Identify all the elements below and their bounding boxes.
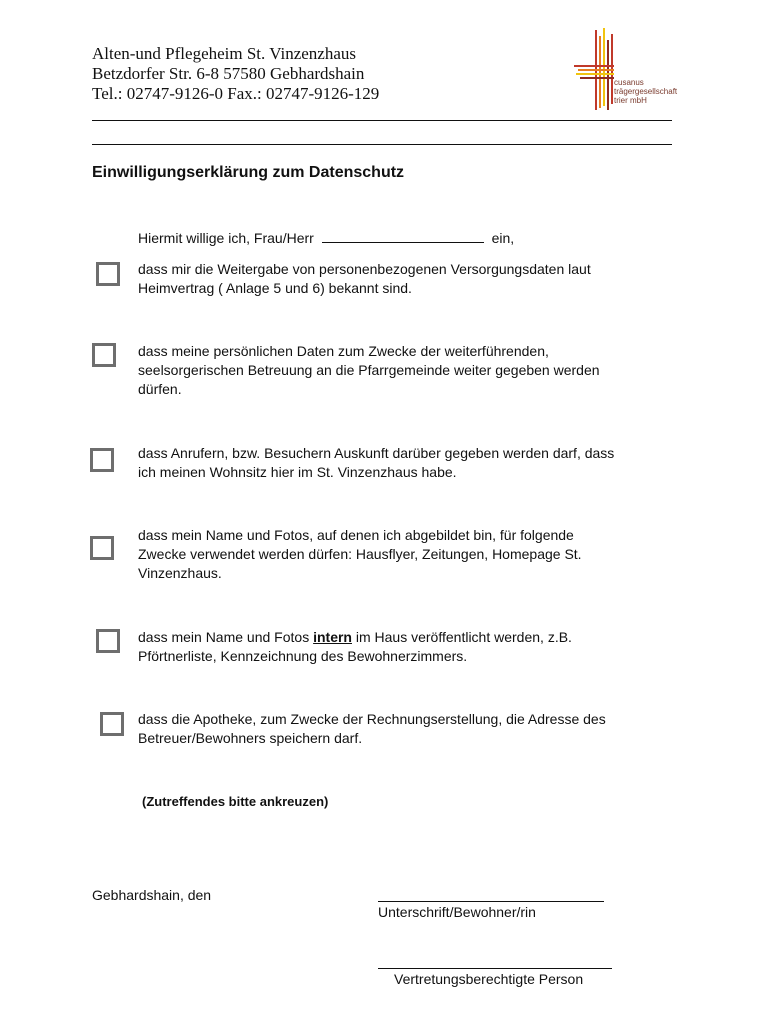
consent-item-5-line-1 [138, 628, 678, 647]
logo-text-3: trier mbH [614, 96, 647, 105]
consent-item-1 [138, 260, 678, 298]
signature-label-representative: Vertretungsberechtigte Person [394, 971, 584, 987]
logo-text-1: cusanus [614, 78, 644, 87]
consent-item-4 [138, 526, 678, 583]
address-line-1: Alten-und Pflegeheim St. Vinzenzhaus [92, 44, 356, 63]
intro-line [138, 230, 514, 246]
consent-checkbox-3[interactable] [90, 448, 114, 472]
consent-checkbox-6[interactable] [100, 712, 124, 736]
consent-item-4-line-2: Zwecke verwendet werden dürfen: Hausflyer, Zeitungen, Homepage St. [138, 546, 582, 562]
consent-item-4-line-3: Vinzenzhaus. [138, 565, 222, 581]
consent-item-3-line-2: ich meinen Wohnsitz hier im St. Vinzenzhaus habe. [138, 464, 457, 480]
consent-item-1-line-1: dass mir die Weitergabe von personenbezogenen Versorgungsdaten laut [138, 261, 591, 277]
consent-item-1-line-2: Heimvertrag ( Anlage 5 und 6) bekannt sind. [138, 280, 412, 296]
header-rule-1 [92, 120, 672, 121]
address-line-2: Betzdorfer Str. 6-8 57580 Gebhardshain [92, 64, 365, 83]
consent-item-2-line-3: dürfen. [138, 381, 182, 397]
consent-item-5-line-2: Pförtnerliste, Kennzeichnung des Bewohnerzimmers. [138, 648, 468, 664]
signature-line-resident[interactable] [378, 901, 604, 902]
page-title: Einwilligungserklärung zum Datenschutz [92, 164, 405, 181]
signature-label-resident: Unterschrift/Bewohner/rin [378, 904, 536, 920]
signature-line-representative[interactable] [378, 968, 612, 969]
consent-item-5 [138, 628, 678, 666]
consent-checkbox-4[interactable] [90, 536, 114, 560]
instruction-note: (Zutreffendes bitte ankreuzen) [142, 794, 329, 809]
address-line-3: Tel.: 02747-9126-0 Fax.: 02747-9126-129 [92, 84, 380, 103]
intro-after: ein, [491, 230, 515, 246]
consent-item-5-post: im Haus veröffentlicht werden, z.B. [351, 629, 572, 645]
intern-emphasis: intern [313, 629, 352, 645]
header-rule-2 [92, 144, 672, 145]
consent-item-6-line-2: Betreuer/Bewohners speichern darf. [138, 730, 363, 746]
consent-item-3 [138, 444, 678, 482]
consent-item-6-line-1: dass die Apotheke, zum Zwecke der Rechnungserstellung, die Adresse des [138, 711, 606, 727]
consent-item-3-line-1: dass Anrufern, bzw. Besuchern Auskunft darüber gegeben werden darf, dass [138, 445, 615, 461]
consent-checkbox-5[interactable] [96, 629, 120, 653]
place-date-label: Gebhardshain, den [92, 887, 212, 903]
consent-item-2-line-1: dass meine persönlichen Daten zum Zwecke der weiterführenden, [138, 343, 549, 359]
consent-item-4-line-1: dass mein Name und Fotos, auf denen ich abgebildet bin, für folgende [138, 527, 574, 543]
consent-checkbox-2[interactable] [92, 343, 116, 367]
name-blank-field[interactable] [322, 230, 484, 243]
consent-item-5-pre: dass mein Name und Fotos [138, 629, 314, 645]
consent-item-2 [138, 342, 678, 399]
consent-item-6 [138, 710, 678, 748]
logo-text-2: trägergesellschaft [614, 87, 678, 96]
consent-checkbox-1[interactable] [96, 262, 120, 286]
consent-item-2-line-2: seelsorgerischen Betreuung an die Pfarrgemeinde weiter gegeben werden [138, 362, 600, 378]
intro-before: Hiermit willige ich, Frau/Herr [138, 230, 314, 246]
